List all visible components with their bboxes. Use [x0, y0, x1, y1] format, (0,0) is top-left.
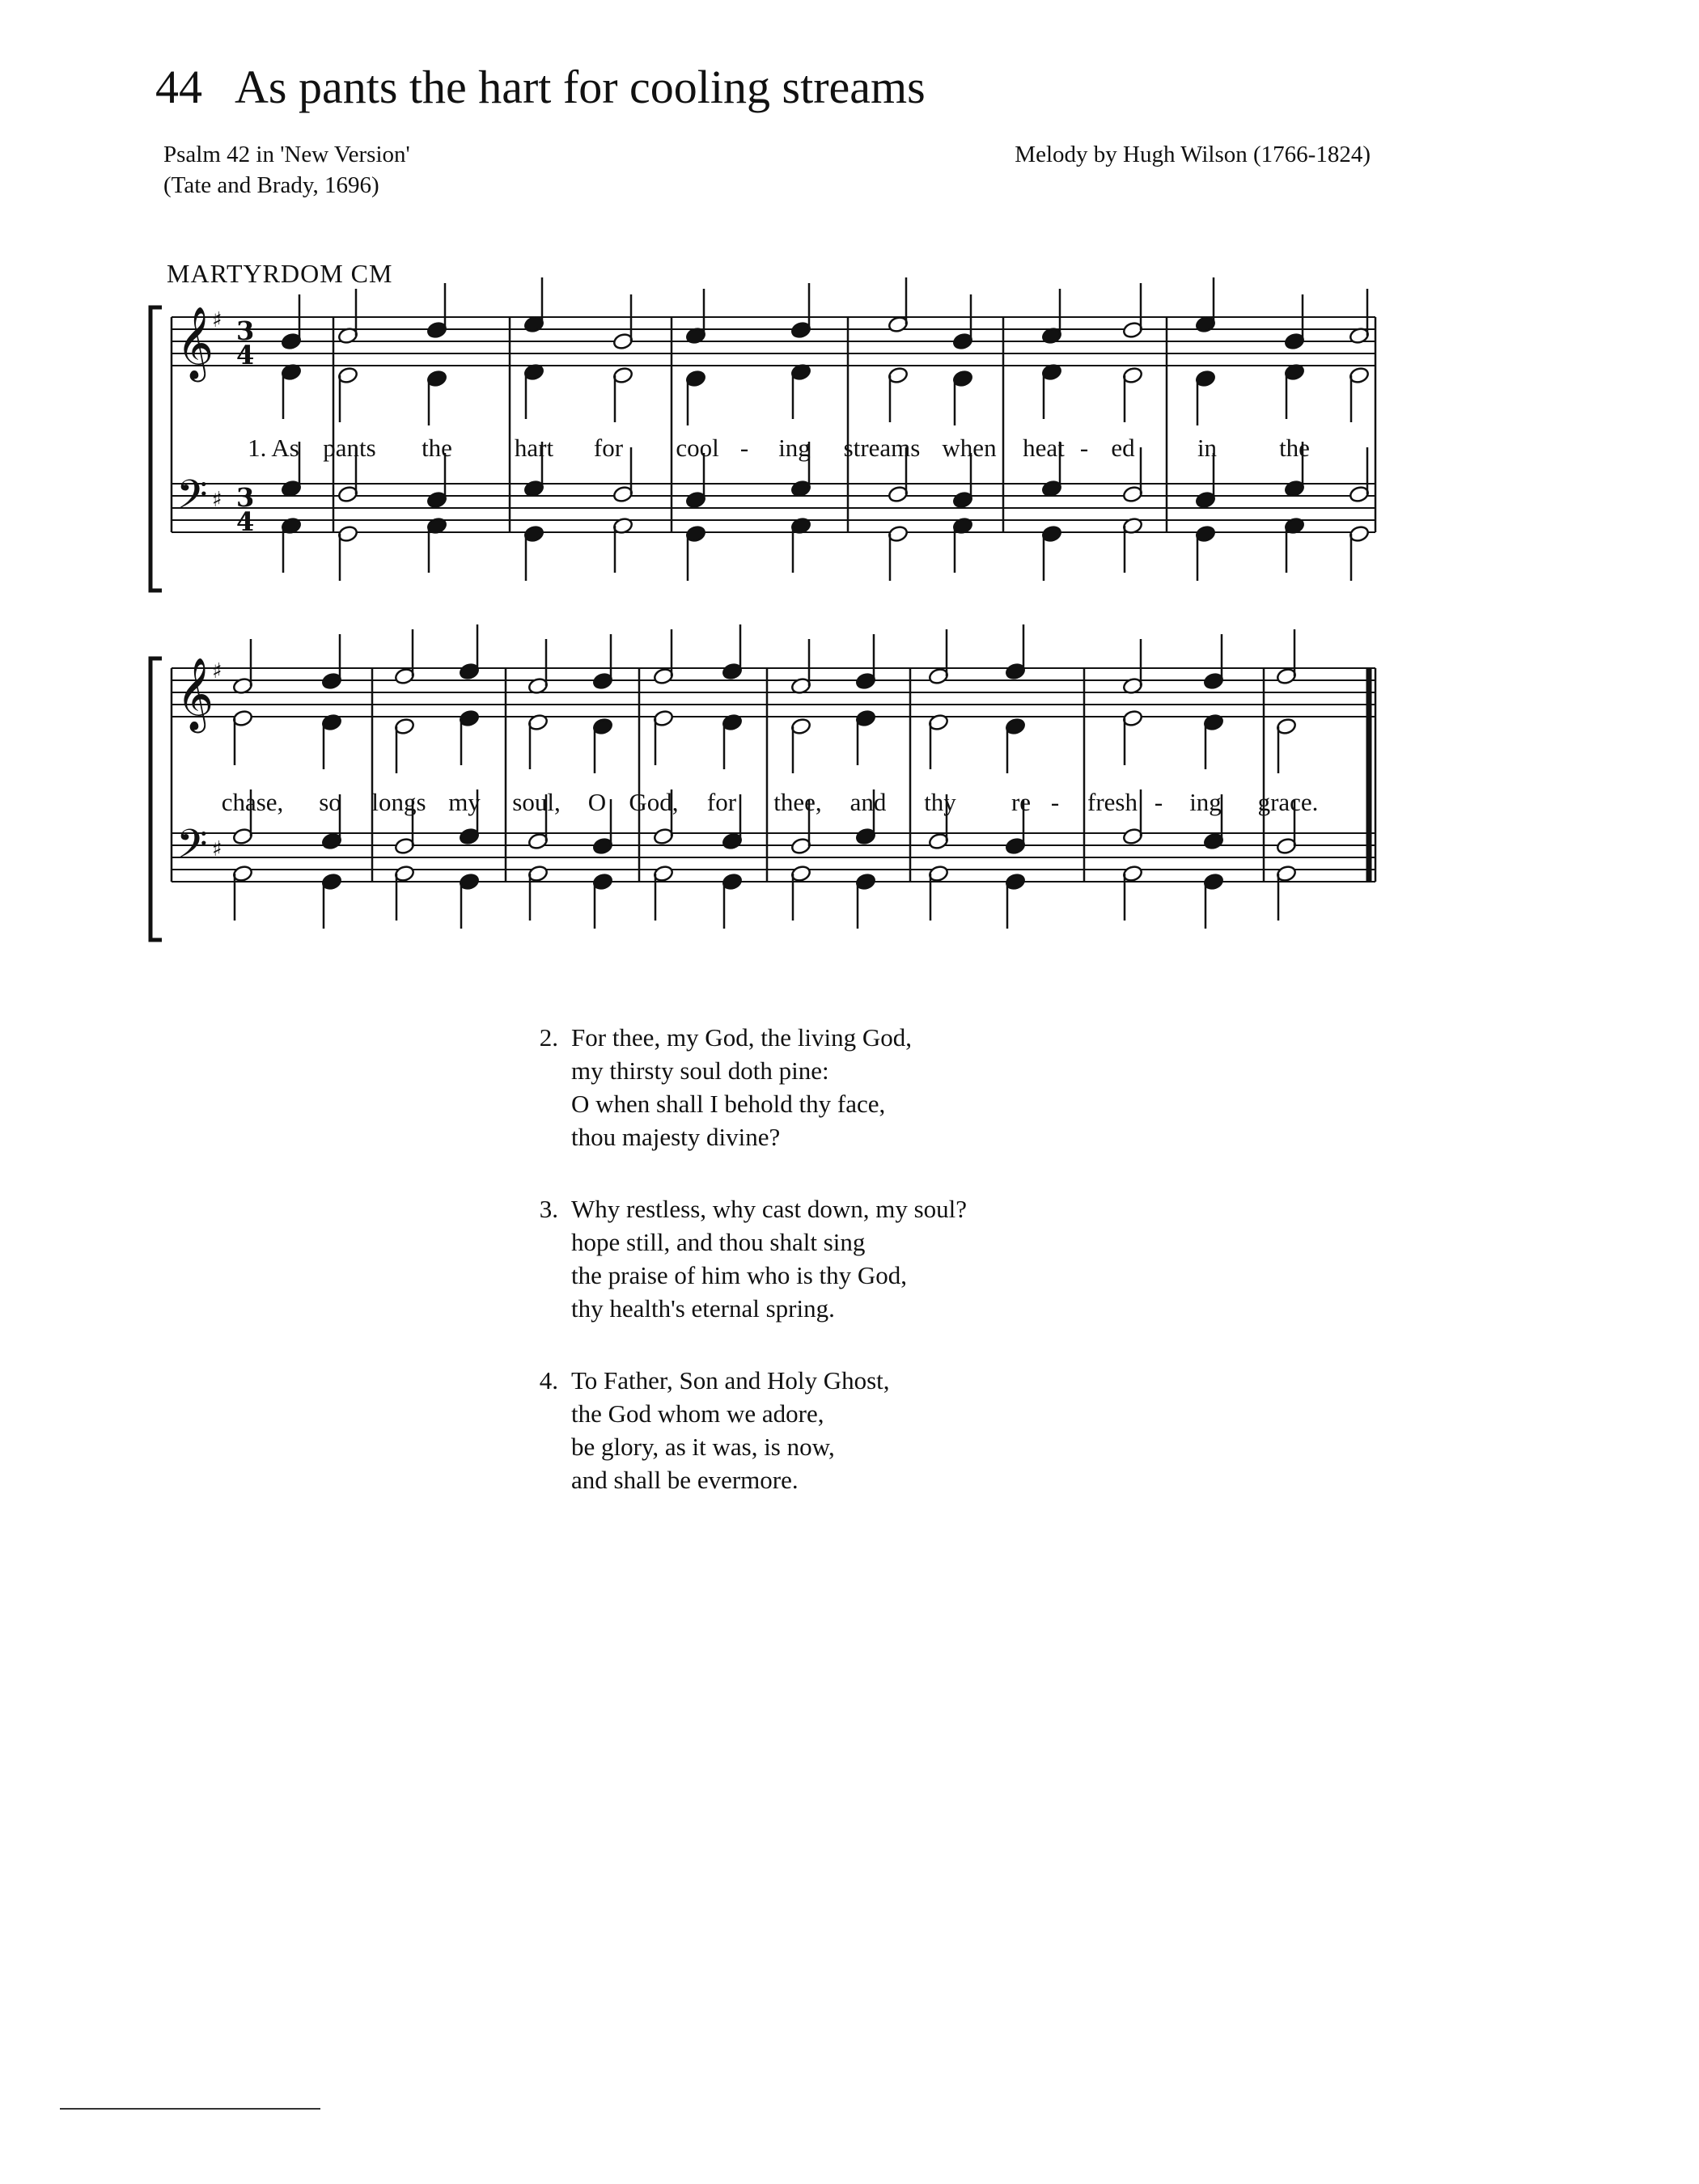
lyric-syllable: so — [319, 788, 341, 816]
text-credit-line: Psalm 42 in 'New Version' — [163, 142, 410, 167]
lyric-syllable: re — [1011, 788, 1032, 816]
lyric-syllable: hart — [514, 434, 554, 462]
treble-clef-icon: 𝄞 — [176, 307, 214, 379]
lyric-syllable: thy — [924, 788, 956, 816]
lyric-syllable: the — [1279, 434, 1310, 462]
bass-clef-icon: 𝄢 — [176, 821, 208, 878]
verse-line: Why restless, why cast down, my soul? — [571, 1195, 968, 1223]
verse-number: 3. — [539, 1195, 558, 1223]
lyric-syllable: heat — [1023, 434, 1065, 462]
verse-line: the God whom we adore, — [571, 1399, 824, 1428]
system-bracket — [150, 658, 162, 940]
sharp-icon: ♯ — [212, 488, 222, 512]
text-credit-line: (Tate and Brady, 1696) — [163, 172, 379, 198]
lyric-syllable: for — [706, 788, 737, 816]
verse-line: the praise of him who is thy God, — [571, 1261, 908, 1289]
music-score — [0, 0, 1699, 954]
time-signature-top: 3 — [236, 315, 255, 346]
time-signature-bottom: 4 — [236, 506, 255, 537]
lyric-syllable: 1. As — [248, 434, 299, 462]
time-signature-top: 3 — [236, 482, 255, 513]
lyric-syllable: - — [739, 434, 749, 462]
verse-line: thy health's eternal spring. — [571, 1294, 835, 1323]
lyric-syllable: when — [942, 434, 997, 462]
verse-line: be glory, as it was, is now, — [571, 1433, 835, 1461]
lyric-syllable: streams — [843, 434, 921, 462]
bass-clef-icon: 𝄢 — [176, 472, 208, 528]
hymn-number: 44 — [155, 61, 202, 113]
lyric-syllable: grace. — [1257, 788, 1319, 816]
verse-number: 2. — [539, 1023, 558, 1052]
hymn-title: As pants the hart for cooling streams — [235, 61, 926, 113]
lyric-syllable: and — [850, 788, 887, 816]
lyrics-system-2 — [222, 788, 1319, 816]
lyric-syllable: chase, — [221, 788, 284, 816]
verse-line: To Father, Son and Holy Ghost, — [571, 1366, 890, 1395]
notes — [232, 277, 1370, 929]
verse-line: and shall be evermore. — [571, 1466, 799, 1494]
verse-line: For thee, my God, the living God, — [571, 1023, 913, 1052]
sharp-icon: ♯ — [212, 308, 222, 332]
lyric-syllable: O — [587, 788, 607, 816]
lyric-syllable: longs — [371, 788, 426, 816]
lyric-syllable: my — [448, 788, 481, 816]
sharp-icon: ♯ — [212, 837, 222, 861]
lyric-syllable: soul, — [512, 788, 561, 816]
lyric-syllable: - — [1050, 788, 1060, 816]
lyric-syllable: God, — [629, 788, 679, 816]
treble-clef-icon: 𝄞 — [176, 658, 214, 730]
lyric-syllable: - — [1154, 788, 1163, 816]
lyric-syllable: ed — [1111, 434, 1135, 462]
footer-rule — [60, 2108, 320, 2110]
lyric-syllable: the — [422, 434, 452, 462]
lyric-syllable: cool — [676, 434, 719, 462]
melody-credit: Melody by Hugh Wilson (1766-1824) — [1015, 142, 1371, 167]
verse-number: 4. — [539, 1366, 558, 1395]
time-signature-bottom: 4 — [236, 340, 255, 370]
sharp-icon: ♯ — [212, 659, 222, 684]
lyric-syllable: ing — [778, 434, 811, 462]
verse-line: O when shall I behold thy face, — [571, 1090, 886, 1118]
system-bracket — [150, 307, 162, 590]
lyric-syllable: ing — [1189, 788, 1222, 816]
verse-line: my thirsty soul doth pine: — [571, 1056, 829, 1085]
lyric-syllable: for — [593, 434, 624, 462]
verse-line: thou majesty divine? — [571, 1123, 781, 1151]
lyric-syllable: thee, — [773, 788, 822, 816]
verse-line: hope still, and thou shalt sing — [571, 1228, 866, 1256]
lyric-syllable: in — [1197, 434, 1218, 462]
lyric-syllable: fresh — [1087, 788, 1138, 816]
lyric-syllable: - — [1079, 434, 1089, 462]
tune-name: MARTYRDOM CM — [167, 259, 393, 288]
lyrics-system-1 — [248, 434, 1310, 462]
lyric-syllable: pants — [323, 434, 376, 462]
